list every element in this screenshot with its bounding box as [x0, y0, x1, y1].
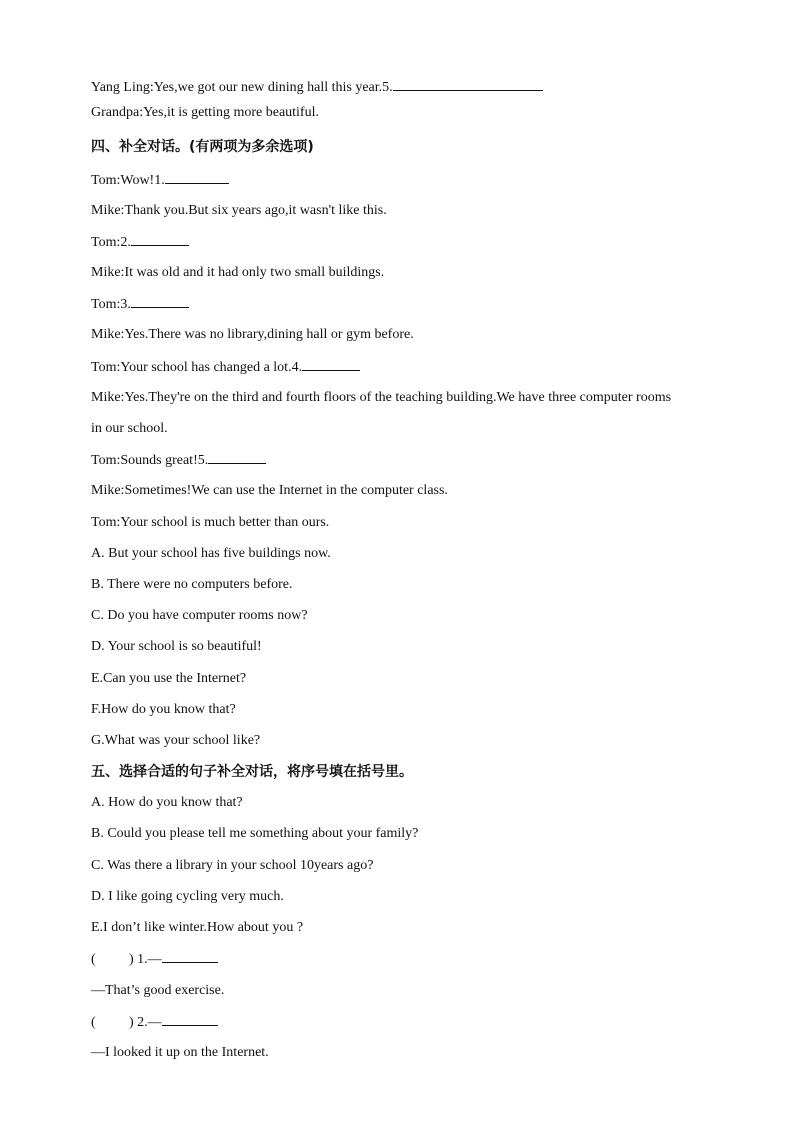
option-d: D. I like going cycling very much. — [91, 889, 284, 904]
dialogue-text: Tom:Sounds great!5. — [91, 453, 209, 468]
question-1-reply: —That’s good exercise. — [91, 983, 225, 998]
answer-blank-3[interactable] — [131, 295, 189, 308]
dialogue-line — [91, 295, 189, 314]
answer-blank-q2[interactable] — [162, 1013, 218, 1026]
dialogue-text: Tom:Wow!1. — [91, 173, 165, 188]
option-g: G.What was your school like? — [91, 733, 261, 748]
question-1 — [91, 950, 218, 969]
option-c: C. Do you have computer rooms now? — [91, 608, 308, 623]
question-label: ) 1.— — [129, 952, 162, 967]
dialogue-line: Mike:Thank you.But six years ago,it wasn't like this. — [91, 203, 387, 218]
grandpa-line: Grandpa:Yes,it is getting more beautiful. — [91, 105, 319, 120]
dialogue-line: in our school. — [91, 421, 168, 436]
option-a: A. How do you know that? — [91, 795, 243, 810]
option-d: D. Your school is so beautiful! — [91, 639, 262, 654]
answer-paren-1[interactable]: ( — [91, 952, 96, 967]
answer-paren-2[interactable]: ( — [91, 1015, 96, 1030]
dialogue-text: Tom:Your school has changed a lot.4. — [91, 360, 303, 375]
yang-ling-line — [91, 78, 543, 97]
yang-ling-text: Yang Ling:Yes,we got our new dining hall this year.5. — [91, 80, 393, 95]
dialogue-line — [91, 451, 266, 470]
answer-blank-4[interactable] — [302, 358, 360, 371]
answer-blank-1[interactable] — [165, 171, 229, 184]
dialogue-text: Tom:3. — [91, 297, 131, 312]
dialogue-line: Mike:It was old and it had only two small buildings. — [91, 265, 385, 280]
dialogue-line — [91, 171, 229, 190]
option-f: F.How do you know that? — [91, 702, 236, 717]
question-2-reply: —I looked it up on the Internet. — [91, 1045, 269, 1060]
option-c: C. Was there a library in your school 10years ago? — [91, 858, 374, 873]
option-b: B. There were no computers before. — [91, 577, 293, 592]
dialogue-line — [91, 233, 189, 252]
answer-blank-2[interactable] — [131, 233, 189, 246]
option-e: E.Can you use the Internet? — [91, 671, 247, 686]
option-e: E.I don’t like winter.How about you ? — [91, 920, 304, 935]
section-5-title: 五、选择合适的句子补全对话，将序号填在括号里。 — [91, 764, 413, 780]
dialogue-line: Mike:Yes.They're on the third and fourth floors of the teaching building.We have three computer rooms — [91, 390, 672, 405]
option-b: B. Could you please tell me something about your family? — [91, 826, 419, 841]
section-4-title: 四、补全对话。(有两项为多余选项) — [91, 139, 314, 155]
dialogue-line — [91, 358, 360, 377]
dialogue-text: Tom:2. — [91, 235, 131, 250]
question-2 — [91, 1013, 218, 1032]
answer-blank-5-top[interactable] — [393, 78, 543, 91]
dialogue-line: Mike:Yes.There was no library,dining hall or gym before. — [91, 327, 414, 342]
dialogue-line: Tom:Your school is much better than ours. — [91, 515, 330, 530]
option-a: A. But your school has five buildings now. — [91, 546, 331, 561]
dialogue-line: Mike:Sometimes!We can use the Internet in the computer class. — [91, 483, 448, 498]
answer-blank-q1[interactable] — [162, 950, 218, 963]
answer-blank-5[interactable] — [208, 451, 266, 464]
question-label: ) 2.— — [129, 1015, 162, 1030]
